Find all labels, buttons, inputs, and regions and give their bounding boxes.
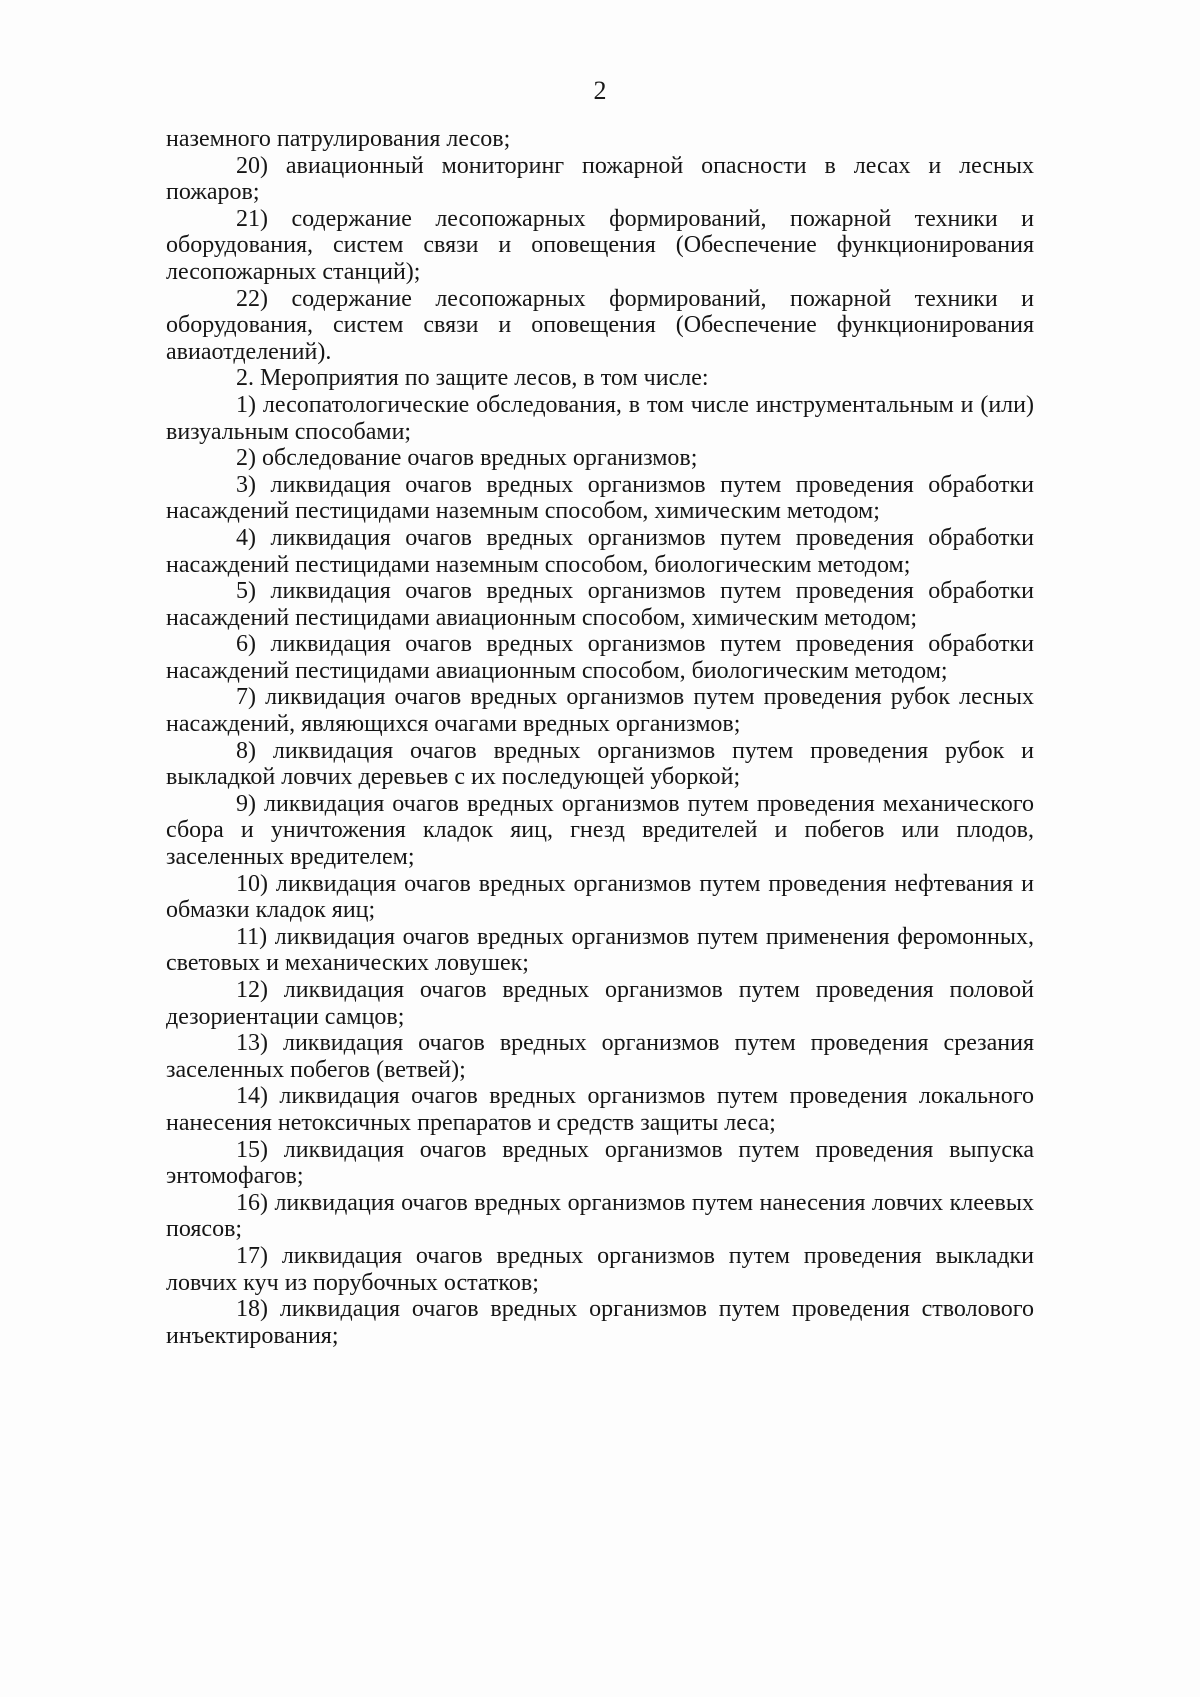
paragraph: 2) обследование очагов вредных организмов; xyxy=(236,445,698,472)
paragraph: 16) ликвидация очагов вредных организмов путем нанесения ловчих клеевых поясов; xyxy=(166,1189,1034,1243)
paragraph: 4) ликвидация очагов вредных организмов путем проведения обработки насаждений пестицидами наземным способом, биологическим методом; xyxy=(166,524,1034,578)
paragraph: 17) ликвидация очагов вредных организмов путем проведения выкладки ловчих куч из порубочных остатков; xyxy=(166,1242,1034,1296)
paragraph: 10) ликвидация очагов вредных организмов путем проведения нефтевания и обмазки кладок яиц; xyxy=(166,870,1034,924)
paragraph: 13) ликвидация очагов вредных организмов путем проведения срезания заселенных побегов (ветвей); xyxy=(166,1030,1034,1083)
paragraph: 21) содержание лесопожарных формирований, пожарной техники и оборудования, систем связи и оповещения (Обеспечение функционирования лесопожарных станций); xyxy=(166,205,1034,285)
page-number: 2 xyxy=(593,76,607,105)
section-heading: 2. Мероприятия по защите лесов, в том числе: xyxy=(236,365,709,392)
paragraph: 12) ликвидация очагов вредных организмов путем проведения половой дезориентации самцов; xyxy=(166,977,1034,1030)
paragraph: 22) содержание лесопожарных формирований, пожарной техники и оборудования, систем связи и оповещения (Обеспечение функционирования авиаотделений). xyxy=(166,285,1034,365)
paragraph: 7) ликвидация очагов вредных организмов путем проведения рубок лесных насаждений, являющихся очагами вредных организмов; xyxy=(166,684,1034,738)
paragraph: 6) ликвидация очагов вредных организмов путем проведения обработки насаждений пестицидами авиационным способом, биологическим методом; xyxy=(166,631,1034,684)
paragraph: наземного патрулирования лесов; xyxy=(166,126,511,152)
paragraph: 15) ликвидация очагов вредных организмов путем проведения выпуска энтомофагов; xyxy=(166,1136,1034,1190)
paragraph: 8) ликвидация очагов вредных организмов путем проведения рубок и выкладкой ловчих деревьев с их последующей уборкой; xyxy=(166,737,1034,791)
paragraph: 14) ликвидация очагов вредных организмов путем проведения локального нанесения нетоксичных препаратов и средств защиты леса; xyxy=(166,1083,1034,1136)
paragraph: 5) ликвидация очагов вредных организмов путем проведения обработки насаждений пестицидами авиационным способом, химическим методом; xyxy=(166,578,1034,631)
paragraph: 18) ликвидация очагов вредных организмов путем проведения стволового инъектирования; xyxy=(166,1296,1034,1349)
paragraph: 1) лесопатологические обследования, в том числе инструментальным и (или) визуальным способами; xyxy=(166,391,1034,445)
document-body xyxy=(166,126,1034,1349)
paragraph: 9) ликвидация очагов вредных организмов путем проведения механического сбора и уничтожения кладок яиц, гнезд вредителей и побегов или плодов, заселенных вредителем; xyxy=(166,790,1034,871)
paragraph: 11) ликвидация очагов вредных организмов путем применения феромонных, световых и механических ловушек; xyxy=(166,923,1034,977)
paragraph: 20) авиационный мониторинг пожарной опасности в лесах и лесных пожаров; xyxy=(166,152,1034,206)
paragraph: 3) ликвидация очагов вредных организмов путем проведения обработки насаждений пестицидами наземным способом, химическим методом; xyxy=(166,471,1034,525)
